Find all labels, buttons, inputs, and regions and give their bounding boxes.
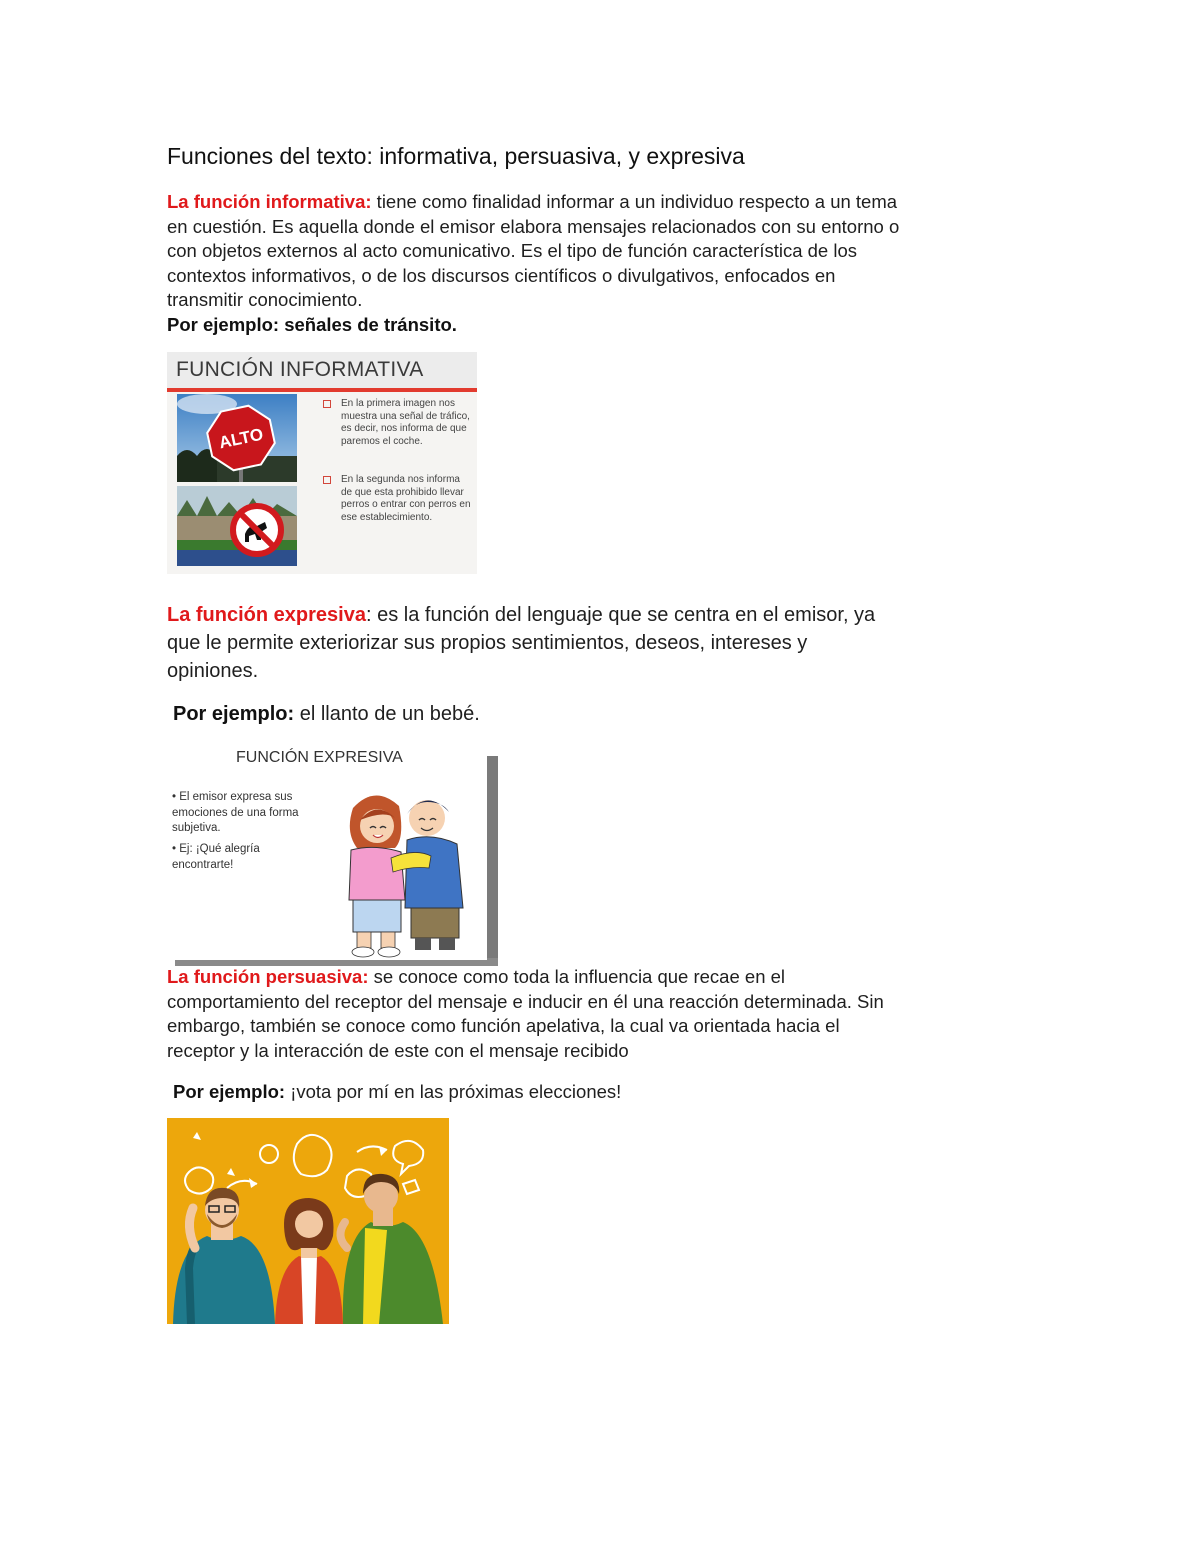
informativa-example: Por ejemplo: señales de tránsito. — [167, 313, 457, 335]
slide-header: FUNCIÓN INFORMATIVA — [167, 352, 477, 388]
informativa-line-1: La función informativa: tiene como finalidad informar a un individuo respecto a un tema — [167, 191, 898, 212]
informativa-line-4: contextos informativos, o de los discursos científicos o divulgativos, enfocados en — [167, 264, 836, 286]
informativa-line-3: con objetos externos al acto comunicativo. Es el tipo de función característica de los — [167, 240, 858, 261]
slide-bullet-2: En la segunda nos informa de que esta prohibido llevar perros o entrar con perros en ese establecimiento. — [341, 474, 471, 523]
expresiva-line-2: que le permite exteriorizar sus propios sentimientos, deseos, intereses y — [167, 632, 808, 654]
expresiva-label: La función expresiva — [167, 604, 366, 626]
thinking-people-svg — [167, 1118, 449, 1324]
slide-bullet-2: • Ej: ¡Qué alegría encontrarte! — [172, 843, 260, 871]
slide-funcion-expresiva — [167, 740, 487, 960]
no-dogs-photo — [177, 486, 297, 566]
persuasiva-line-4: receptor y la interacción de este con el mensaje recibido — [167, 1039, 629, 1061]
people-thinking-illustration — [167, 1118, 449, 1324]
bullet-marker — [323, 476, 331, 484]
bullet-marker — [323, 400, 331, 408]
slide-bullet-1: • El emisor expresa sus emociones de una forma subjetiva. — [172, 791, 299, 834]
page-title: Funciones del texto: informativa, persuasiva, y expresiva — [167, 143, 745, 169]
informativa-label: La función informativa: — [167, 191, 372, 212]
expresiva-line-3: opiniones. — [167, 660, 259, 682]
hugging-kids-illustration — [335, 788, 475, 958]
informativa-paragraph — [167, 190, 1047, 337]
expresiva-example: Por ejemplo: el llanto de un bebé. — [173, 703, 480, 725]
slide-accent-bar — [167, 388, 477, 392]
slide-funcion-informativa — [167, 352, 477, 574]
slide-bullet-1: En la primera imagen nos muestra una señal de tráfico, es decir, nos informa de que paremos el coche. — [341, 398, 470, 447]
persuasiva-label: La función persuasiva: — [167, 966, 369, 987]
slide-header: FUNCIÓN EXPRESIVA — [236, 749, 403, 766]
persuasiva-line-3: embargo, también se conoce como función apelativa, la cual va orientada hacia el — [167, 1015, 840, 1036]
expresiva-line-1: La función expresiva: es la función del lenguaje que se centra en el emisor, ya — [167, 604, 876, 626]
alto-sign-text: ALTO — [217, 424, 265, 453]
persuasiva-line-1: La función persuasiva: se conoce como toda la influencia que recae en el — [167, 966, 786, 987]
expresiva-paragraph — [167, 601, 1047, 685]
stop-sign-photo — [177, 394, 297, 482]
persuasiva-paragraph — [167, 965, 1047, 1063]
persuasiva-line-2: comportamiento del receptor del mensaje e inducir en él una reacción determinada. Sin — [167, 990, 884, 1012]
persuasiva-example: Por ejemplo: ¡vota por mí en las próximas elecciones! — [173, 1081, 622, 1102]
informativa-line-5: transmitir conocimiento. — [167, 289, 363, 310]
informativa-line-2: en cuestión. Es aquella donde el emisor elabora mensajes relacionados con su entorno o — [167, 215, 900, 237]
